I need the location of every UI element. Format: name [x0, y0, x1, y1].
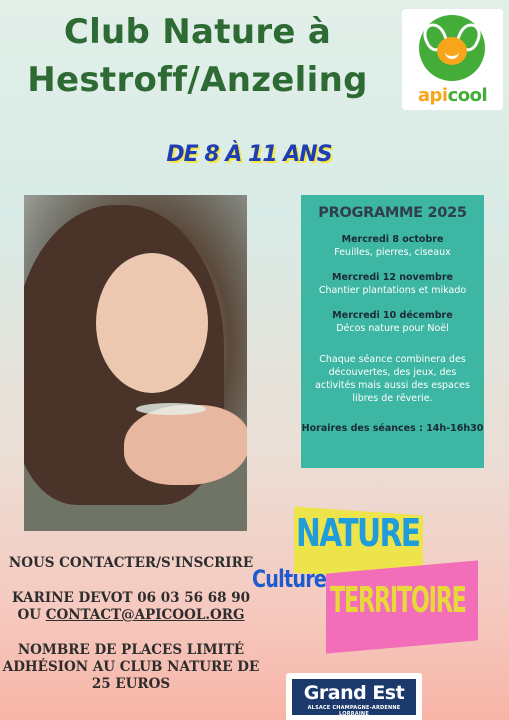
- program-event: [301, 233, 484, 259]
- logo-wordmark: apicool: [417, 85, 488, 106]
- event-label: Feuilles, pierres, ciseaux: [334, 247, 451, 258]
- event-label: Chantier plantations et mikado: [318, 285, 467, 296]
- girl-with-dragonfly-photo: [24, 195, 247, 531]
- program-hours: Horaires des séances : 14h-16h30: [301, 423, 484, 434]
- event-date: Mercredi 12 novembre: [332, 272, 453, 283]
- page-title: [0, 8, 395, 104]
- program-event: [301, 271, 484, 297]
- title-line-1: Club Nature à: [63, 12, 332, 52]
- bee-smile: [445, 49, 459, 59]
- bee-face: [437, 37, 467, 65]
- grand-est-logo: [286, 673, 422, 720]
- places-line: 25 EUROS: [91, 676, 171, 692]
- places-line: ADHÉSION AU CLUB NATURE DE: [2, 659, 260, 675]
- program-heading: PROGRAMME 2025: [318, 205, 467, 221]
- program-event: [301, 309, 484, 335]
- apicool-logo: [402, 9, 503, 110]
- contact-details: [0, 590, 262, 624]
- contact-email-line: OU CONTACT@APICOOL.ORG: [17, 607, 245, 623]
- places-line: NOMBRE DE PLACES LIMITÉ: [17, 642, 245, 658]
- title-line-2: Hestroff/Anzeling: [27, 60, 368, 100]
- program-description: Chaque séance combinera des découvertes, des jeux, des activités mais aussi des espaces libres de rêverie.: [315, 354, 470, 404]
- photo-face: [96, 253, 208, 393]
- photo-dragonfly: [136, 403, 206, 415]
- contact-heading: NOUS CONTACTER/S'INSCRIRE: [8, 555, 254, 571]
- grand-est-box: [292, 679, 416, 715]
- program-box: [301, 195, 484, 468]
- event-date: Mercredi 10 décembre: [332, 310, 453, 321]
- event-date: Mercredi 8 octobre: [341, 234, 444, 245]
- photo-hand: [124, 405, 247, 485]
- contact-phone: KARINE DEVOT 06 03 56 68 90: [12, 590, 250, 606]
- nature-word: NATURE: [296, 511, 420, 555]
- territoire-word: TERRITOIRE: [330, 580, 466, 621]
- bee-smiley-icon: [419, 15, 485, 81]
- culture-word: Culture: [252, 565, 327, 593]
- grand-est-name: Grand Est: [303, 682, 405, 704]
- age-range-label: DE 8 À 11 ANS: [166, 142, 332, 167]
- nature-culture-territoire-graphic: [250, 505, 500, 660]
- event-label: Décos nature pour Noël: [336, 323, 449, 334]
- places-info: [0, 642, 262, 693]
- grand-est-subtitle: ALSACE CHAMPAGNE-ARDENNE LORRAINE: [307, 705, 401, 717]
- contact-email-link[interactable]: CONTACT@APICOOL.ORG: [45, 607, 245, 623]
